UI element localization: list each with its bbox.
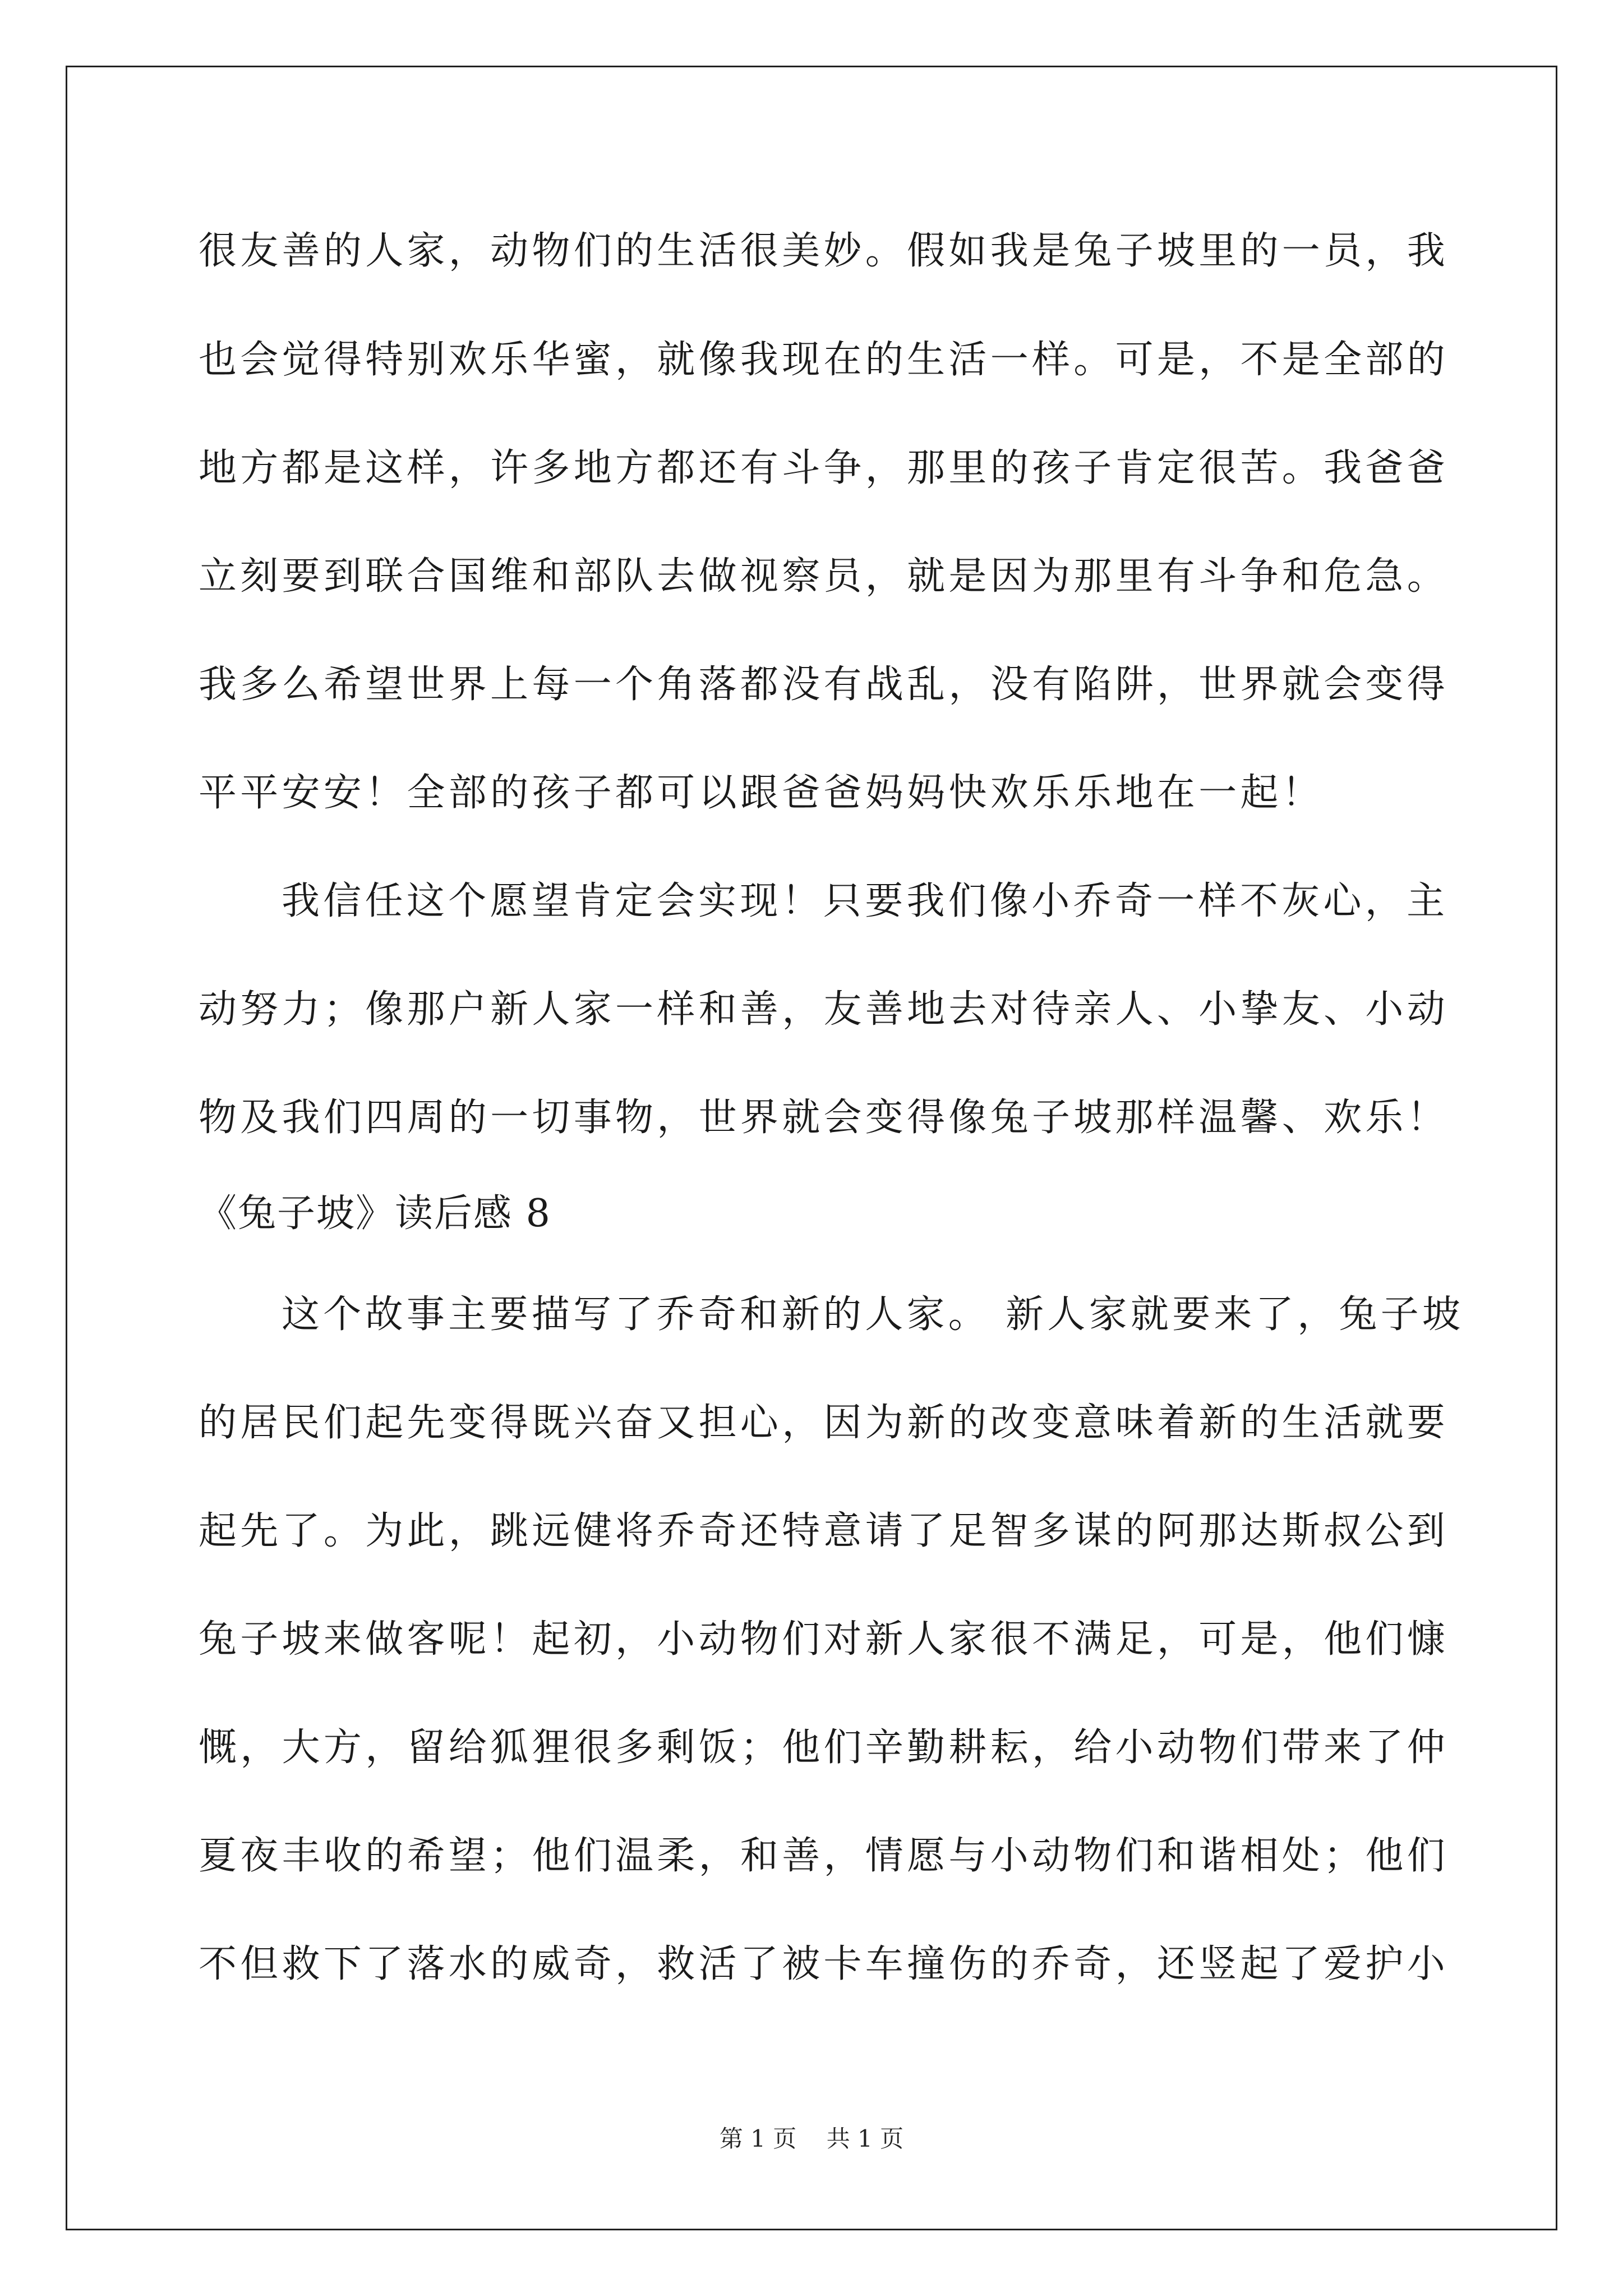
page-border (66, 66, 1557, 2230)
body-line: 起先了。为此，跳远健将乔奇还特意请了足智多谋的阿那达斯叔公到 (199, 1509, 1449, 1553)
body-line: 这个故事主要描写了乔奇和新的人家。 新人家就要来了，兔子坡 (282, 1292, 1464, 1337)
body-line: 很友善的人家，动物们的生活很美妙。假如我是兔子坡里的一员，我 (199, 229, 1449, 273)
body-line: 动努力；像那户新人家一样和善，友善地去对待亲人、小挚友、小动 (199, 987, 1449, 1032)
body-line: 慨，大方，留给狐狸很多剩饭；他们辛勤耕耘，给小动物们带来了仲 (199, 1726, 1449, 1770)
body-line: 立刻要到联合国维和部队去做视察员，就是因为那里有斗争和危急。 (199, 554, 1449, 599)
body-line: 我信任这个愿望肯定会实现！只要我们像小乔奇一样不灰心，主 (282, 879, 1449, 923)
body-line: 地方都是这样，许多地方都还有斗争，那里的孩子肯定很苦。我爸爸 (199, 446, 1449, 490)
body-line: 夏夜丰收的希望；他们温柔，和善，情愿与小动物们和谐相处；他们 (199, 1834, 1449, 1878)
section-heading: 《兔子坡》读后感 8 (199, 1191, 551, 1236)
body-line: 物及我们四周的一切事物，世界就会变得像兔子坡那样温馨、欢乐！ (199, 1096, 1449, 1140)
body-line: 我多么希望世界上每一个角落都没有战乱，没有陷阱，世界就会变得 (199, 662, 1449, 707)
body-line: 兔子坡来做客呢！起初，小动物们对新人家很不满足，可是，他们慷 (199, 1617, 1449, 1662)
page-number-footer: 第 1 页 共 1 页 (719, 2125, 904, 2152)
body-line: 也会觉得特别欢乐华蜜，就像我现在的生活一样。可是，不是全部的 (199, 338, 1449, 382)
body-line: 的居民们起先变得既兴奋又担心，因为新的改变意味着新的生活就要 (199, 1401, 1449, 1445)
body-line: 不但救下了落水的威奇，救活了被卡车撞伤的乔奇，还竖起了爱护小 (199, 1942, 1449, 1986)
body-line: 平平安安！全部的孩子都可以跟爸爸妈妈快欢乐乐地在一起！ (199, 771, 1324, 815)
